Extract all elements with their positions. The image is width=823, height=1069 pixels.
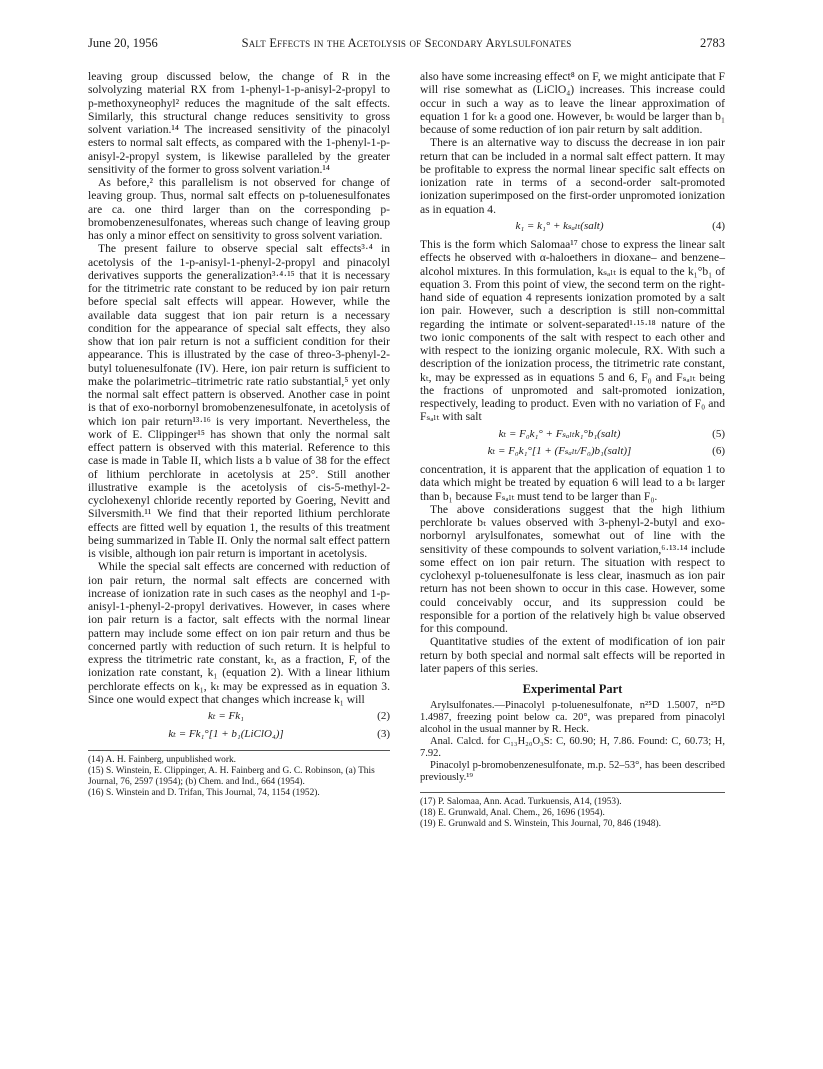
equation-expression: kₜ = F₀k₁° + Fₛₐₗₜk₁°b₁(salt) [498,427,621,440]
header-title: Salt Effects in the Acetolysis of Secondary Arylsulfonates [241,36,572,50]
footnote: (19) E. Grunwald and S. Winstein, This Journal, 70, 846 (1948). [420,819,661,830]
equation-expression: kₜ = Fk₁°[1 + b₁(LiClO₄)] [168,728,284,741]
paragraph: leaving group discussed below, the change of R in the solvolyzing material RX from 1-phenyl-1-p-anisyl-2-propyl to p-methoxyneophyl² reduces the magnitude of the salt effects. Similarly, this structural change reduces sensitivity to gross solvent variation.¹⁴ The increased sensitivity of the pinacolyl esters to normal salt effects, as compared with the 1-phenyl-1-p-anisyl-2-propyl system, is likewise paralleled by the greater sensitivity of the former to gross solvent variation.¹⁴ [88,70,390,176]
equation-number: (4) [712,219,725,232]
paragraph: While the special salt effects are concerned with reduction of ion pair return, the normal salt effects are concerned with increase of ionization rate in such cases as the neophyl and 1-p-anisyl-1-phenyl-2-propyl derivatives. However, in cases where ion pair return is a factor, salt effects with the normal linear pattern may include some effect on ion pair return and thus be concerned partly with reduction of such return. It is helpful to express the titrimetric rate constant, kₜ, as a fraction, F, of the ionization rate constant, k₁ (equation 2). With a linear lithium perchlorate effects on k₁, kₜ may be expressed as in equation 3. Since one would expect that changes which increase k₁ will [88,560,390,706]
paragraph: This is the form which Salomaa¹⁷ chose to express the linear salt effects he observed with α-haloethers in dioxane– and benzene–alcohol mixtures. In this formulation, kₛₐₗₜ is equal to the k₁°b₁ of equation 3. From this point of view, the second term on the right-hand side of equation 4 represents ionization promoted by a salt ion pair. However, such a description is still non-committal regarding the intimate or solvent-separated¹·¹⁵·¹⁸ nature of the two ionic components of the salt with respect to each other and with respect to the ionizing organic molecule, RX. With such a description of the ionization process, the titrimetric rate constant, kₜ, may be expressed as in equations 5 and 6, F₀ and Fₛₐₗₜ being the fractions of unpromoted and salt-promoted ionization, respectively, leading to product. Even with no variation of F₀ and Fₛₐₗₜ with salt [420,238,725,424]
equation-number: (5) [712,427,725,440]
left-column [88,70,390,799]
equation-6 [420,445,725,458]
header-date: June 20, 1956 [88,36,158,50]
footnote: (14) A. H. Fainberg, unpublished work. [88,754,236,765]
paragraph: concentration, it is apparent that the application of equation 1 to data which might be treated by equation 6 will lead to a bₜ larger than b₁ because Fₛₐₗₜ must tend to be larger than F₀. [420,463,725,503]
footnote: (18) E. Grunwald, Anal. Chem., 26, 1696 (1954). [420,808,605,819]
paragraph: As before,² this parallelism is not observed for change of leaving group. Thus, normal salt effects on p-toluenesulfonates are ca. one third larger than on the corresponding p-bromobenzenesulfonates, whereas such change of leaving group has only a minor effect on sensitivity to gross solvent variation. [88,176,390,242]
equation-2 [88,710,390,723]
footnote: (17) P. Salomaa, Ann. Acad. Turkuensis, A14, (1953). [420,797,622,808]
paragraph: Quantitative studies of the extent of modification of ion pair return by both special and normal salt effects will be reported in later papers of this series. [420,635,725,675]
footnotes [88,750,390,799]
paragraph: The above considerations suggest that the high lithium perchlorate bₜ values observed with 3-phenyl-2-butyl and exo-norbornyl arylsulfonates, somewhat out of line with the sensitivity of these compounds to solvent variation,⁶·¹³·¹⁴ include some effect on ion pair return. The situation with respect to cyclohexyl p-toluenesulfonate is less clear, inasmuch as ion pair return has not been shown to occur in this case. However, some could conceivably occur, and its suppression could be responsible for a portion of the relatively high bₜ value observed for this compound. [420,502,725,635]
equation-number: (3) [377,728,390,741]
footnote: (15) S. Winstein, E. Clippinger, A. H. Fainberg and G. C. Robinson, (a) This Journal, 76, 2597 (1954); (b) Chem. and Ind., 664 (1954). [88,765,375,787]
experimental-paragraph: Arylsulfonates.—Pinacolyl p-toluenesulfonate, n²⁵D 1.5007, n²⁵D 1.4987, freezing point below ca. 20°, was prepared from pinacolyl alcohol in the usual manner by R. Heck. [420,700,725,736]
footnote: (16) S. Winstein and D. Trifan, This Journal, 74, 1154 (1952). [88,787,320,798]
equation-expression: kₜ = F₀k₁°[1 + (Fₛₐₗₜ/F₀)b₁(salt)] [487,444,632,457]
equation-4 [420,220,725,233]
equation-expression: kₜ = Fk₁ [208,710,244,722]
equation-number: (2) [377,710,390,722]
experimental-paragraph: Pinacolyl p-bromobenzenesulfonate, m.p. 52–53°, has been described previously.¹⁹ [420,760,725,784]
experimental-paragraph: Anal. Calcd. for C₁₃H₂₀O₃S: C, 60.90; H, 7.86. Found: C, 60.73; H, 7.92. [420,736,725,760]
equation-3 [88,728,390,741]
equation-5 [420,428,725,441]
section-title: Experimental Part [522,682,623,696]
paragraph: also have some increasing effect⁸ on F, we might anticipate that F will rise somewhat as (LiClO₄) increases. This increase could occur in such a way as to leave the linear approximation of equation 1 for kₜ a good one. However, bₜ would be larger than b₁ because of some reduction of ion pair return by salt addition. [420,70,725,136]
right-column [420,70,725,830]
equation-expression: k₁ = k₁° + kₛₐₗₜ(salt) [515,219,604,232]
page-number: 2783 [700,36,725,50]
paragraph: The present failure to observe special salt effects³·⁴ in acetolysis of the 1-p-anisyl-1-phenyl-2-propyl and pinacolyl derivatives supports the generalization³·⁴·¹⁵ that it is necessary for the titrimetric rate constant to be reduced by ion pair return before special salt effects will appear. However, while the available data suggest that ion pair return is a necessary condition for the appearance of special salt effects, they also show that ion pair return is not a sufficient condition for their appearance. This is illustrated by the case of threo-3-phenyl-2-butyl toluenesulfonate (IV). Here, ion pair return is sufficient to make the polarimetric–titrimetric rate ratio substantial,⁵ yet only the normal salt effect pattern is observed. Another case in point is that of exo-norbornyl bromobenzenesulfonate, in acetolysis of which ion pair return¹³·¹⁶ is very important. Nevertheless, the work of E. Clippinger¹⁵ has shown that only the normal salt effect pattern is observed with this material. Reference to this case is made in Table II, which lists a b value of 38 for the effect of lithium perchlorate in acetolysis at 25°. Still another illustrative example is the acetolysis of cis-5-methyl-2-cyclohexenyl chloride recently reported by Goering, Nevitt and Silversmith.¹¹ We find that their reported lithium perchlorate effects are fitted well by equation 1, the results of this treatment being summarized in Table II. Only the normal salt effect pattern is visible, although ion pair return is important in acetolysis. [88,242,390,560]
equation-number: (6) [712,444,725,457]
paragraph: There is an alternative way to discuss the decrease in ion pair return that can be included in a normal salt effect pattern. It may be profitable to express the normal linear specific salt effects on ionization rate in terms of a second-order salt-promoted ionization superimposed on the first-order unpromoted ionization as in equation 4. [420,136,725,216]
footnotes [420,792,725,830]
page-header [88,36,725,54]
